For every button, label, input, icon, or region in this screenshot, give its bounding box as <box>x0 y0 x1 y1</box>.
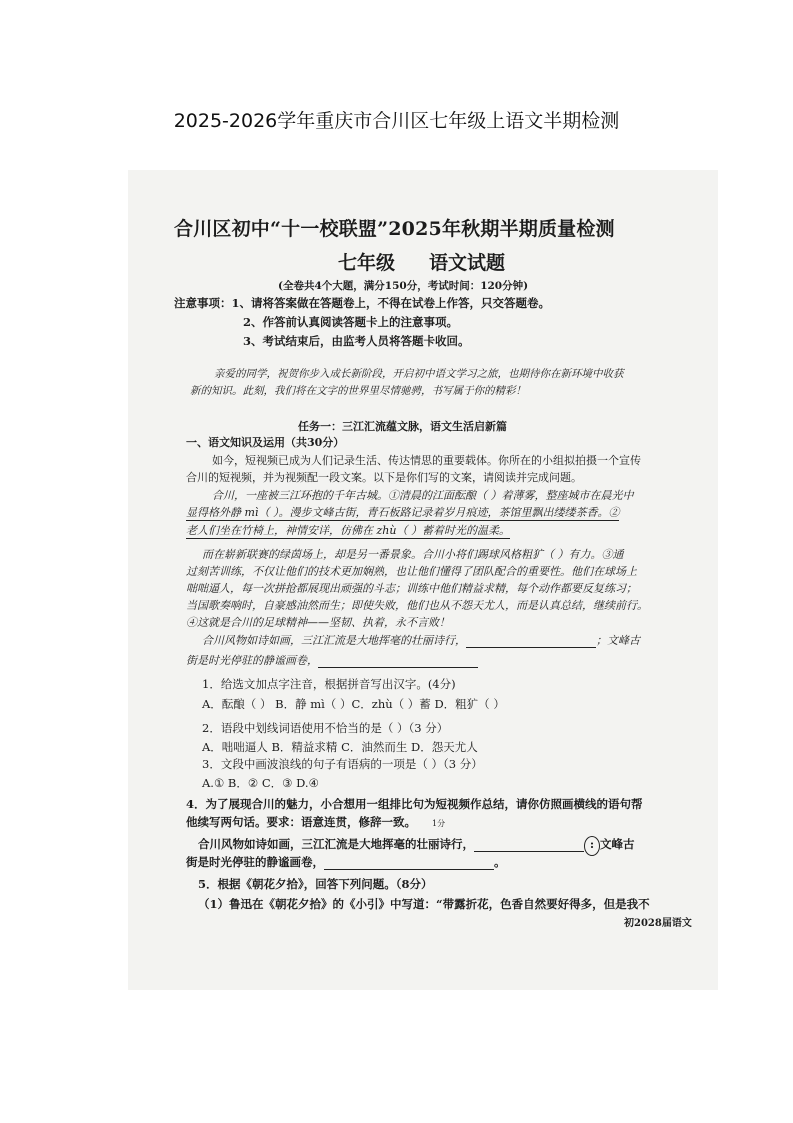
subject-label: 语文试题 <box>429 252 506 274</box>
page-footer: 初2028届语文 <box>624 918 692 929</box>
question-4-line: 街是时光停驻的静谧画卷， 。 <box>186 855 506 869</box>
question-1-options: A．酝酿（ ） B．静 mì（ ）C．zhù（ ）蓄 D．粗犷（ ） <box>202 697 505 711</box>
exam-subheading <box>338 248 505 275</box>
question-5-part-1: （1）鲁迅在《朝花夕拾》的《小引》中写道：“带露折花，色香自然要好得多，但是我不 <box>198 897 650 911</box>
paragraph-line: 当国歌奏响时，自豪感油然而生；即使失败，他们也从不怨天尤人，而是认真总结，继续前行。 <box>186 599 648 612</box>
scanned-exam-page <box>128 170 718 990</box>
paragraph-line: 而在崭新联赛的绿茵场上，却是另一番景象。合川小将们踢球风格粗犷（ ）有力。③通 <box>202 548 624 561</box>
mark-circle: : <box>584 836 600 856</box>
paragraph-line: 咄咄逼人，每一次拼抢都展现出顽强的斗志；训练中他们精益求精，每个动作都要反复练习； <box>186 582 637 595</box>
notice-1: 注意事项：1、请将答案做在答题卷上，不得在试卷上作答，只交答题卷。 <box>174 296 550 310</box>
question-1: 1．给选文加点字注音，根据拼音写出汉字。(4分) <box>202 677 456 691</box>
paragraph-line: ④这就是合川的足球精神——坚韧、执着，永不言败！ <box>186 616 450 629</box>
intro-line-1: 亲爱的同学，祝贺你步入成长新阶段，开启初中语文学习之旅，也期待你在新环境中收获 <box>214 368 624 380</box>
section-heading: 一、语文知识及运用（共30分） <box>186 436 345 449</box>
exam-heading: 合川区初中“十一校联盟”2025年秋期半期质量检测 <box>174 218 615 240</box>
question-2-options: A．咄咄逼人 B．精益求精 C．油然而生 D．怨天尤人 <box>202 740 478 754</box>
answer-blank <box>318 654 478 668</box>
notice-label: 注意事项： <box>174 296 232 310</box>
paragraph-line: 合川风物如诗如画，三江汇流是大地挥毫的壮丽诗行， ；文峰古 <box>202 634 640 647</box>
paragraph-line: 显得格外静 mì（ ）。漫步文峰古街，青石板路记录着岁月痕迹，茶馆里飘出缕缕茶香。② <box>186 506 620 519</box>
notice-2: 2、作答前认真阅读答题卡上的注意事项。 <box>243 315 458 329</box>
paragraph-line: 如今，短视频已成为人们记录生活、传达情思的重要载体。你所在的小组拟拍摄一个宣传 <box>212 454 641 467</box>
question-5: 5．根据《朝花夕拾》，回答下列问题。（8分） <box>198 877 433 891</box>
score-note: 1分 <box>432 819 446 828</box>
task-heading: 任务一：三江汇流蕴文脉，语文生活启新篇 <box>298 420 507 433</box>
question-4: 4．为了展现合川的魅力，小合想用一组排比句为短视频作总结，请你仿照画横线的语句帮 <box>186 797 643 811</box>
exam-meta: (全卷共4个大题，满分150分，考试时间：120分钟) <box>278 280 529 292</box>
grade-label: 七年级 <box>338 252 396 274</box>
question-3: 3．文段中画波浪线的句子有语病的一项是（ ）（3 分） <box>202 757 483 771</box>
question-3-options: A.① B．② C．③ D.④ <box>202 776 319 790</box>
answer-blank <box>474 837 584 852</box>
intro-line-2: 新的知识。此刻，我们将在文字的世界里尽情驰骋，书写属于你的精彩！ <box>190 385 526 397</box>
paragraph-line: 过刻苦训练，不仅让他们的技术更加娴熟，也让他们懂得了团队配合的重要性。他们在球场上 <box>186 565 637 578</box>
paragraph-line: 街是时光停驻的静谧画卷， <box>186 652 478 668</box>
notice-3: 3、考试结束后，由监考人员将答题卡收回。 <box>243 334 470 348</box>
paragraph-line: 老人们坐在竹椅上，神情安详，仿佛在 zhù（ ）蓄着时光的温柔。 <box>186 524 510 537</box>
document-title: 2025-2026学年重庆市合川区七年级上语文半期检测 <box>173 110 620 132</box>
question-4-requirement: 他续写两句话。要求：语意连贯，修辞一致。 1分 <box>186 815 446 829</box>
paragraph-line: 合川的短视频，并为视频配一段文案。以下是你们写的文案，请阅读并完成问题。 <box>186 471 582 484</box>
question-2: 2．语段中划线词语使用不恰当的是（ ）（3 分） <box>202 721 449 735</box>
paragraph-line: 合川，一座被三江环抱的千年古城。①清晨的江面酝酿（ ）着薄雾，整座城市在晨光中 <box>212 489 634 502</box>
question-4-line: 合川风物如诗如画，三江汇流是大地挥毫的壮丽诗行， : 文峰古 <box>198 836 635 856</box>
answer-blank <box>466 634 596 648</box>
answer-blank <box>324 855 494 870</box>
